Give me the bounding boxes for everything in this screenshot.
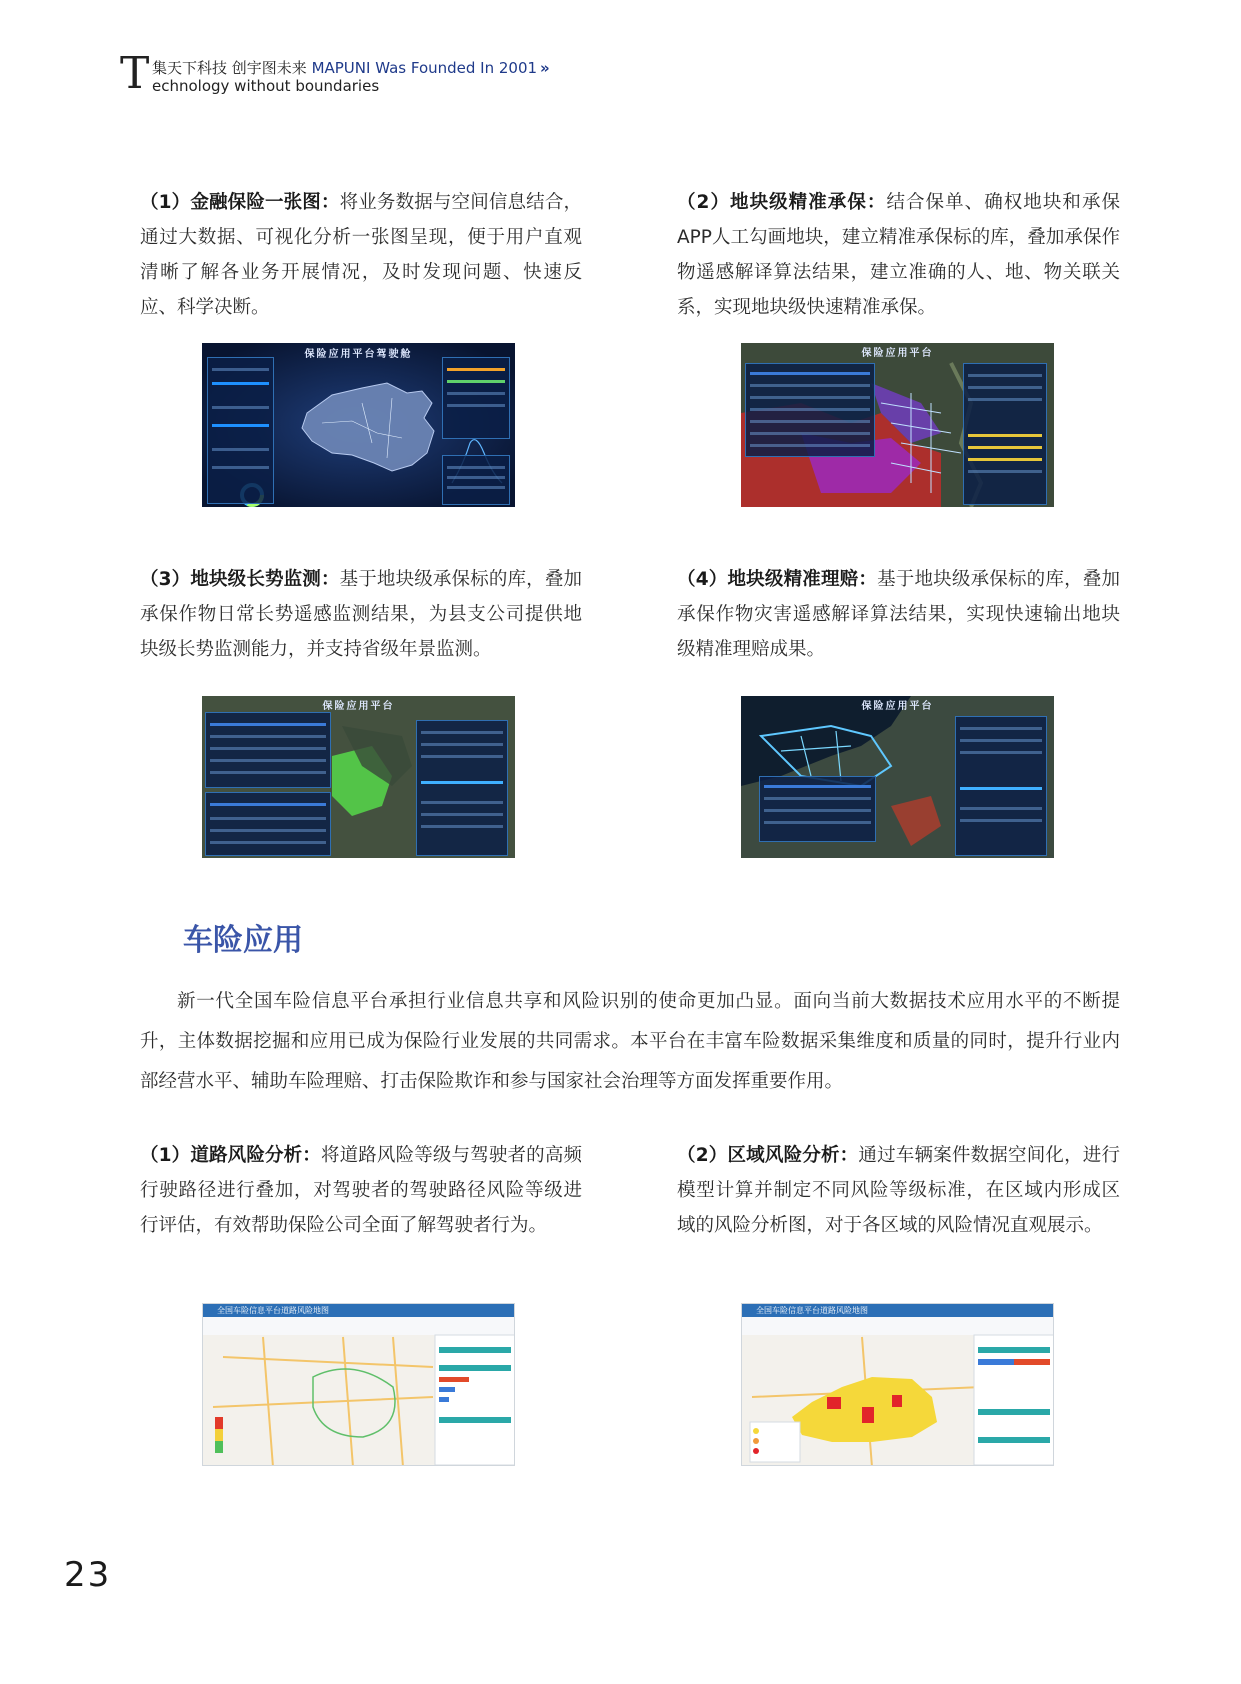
parcel-detail-panel	[963, 363, 1047, 505]
left-stat-panel	[207, 357, 274, 504]
area-risk-title: 全国车险信息平台道路风险地图	[756, 1306, 868, 1315]
finance-item-2	[677, 185, 1120, 325]
finance-item-4-title: （4）地块级精准理赔：	[677, 569, 878, 590]
finance-item-2-text: 结合保单、确权地块和承保APP人工勾画地块，建立精准承保标的库，叠加承保作物遥感解译算法结果，建立准确的人、地、物关联关系，实现地块级快速精准承保。	[677, 192, 1120, 318]
growth-detail-panel	[416, 720, 508, 856]
header-slogan-en: MAPUNI Was Founded In 2001	[311, 59, 538, 77]
road-risk-screenshot	[202, 1303, 515, 1466]
header-slogan-cn: 集天下科技 创宇图未来	[152, 59, 307, 77]
page-header	[120, 50, 680, 100]
double-chevron-icon: »	[540, 59, 550, 77]
growth-stats-panel	[205, 792, 331, 856]
finance-item-3	[140, 562, 582, 667]
growth-title: 保险应用平台	[322, 701, 395, 712]
claims-table-panel	[759, 776, 876, 842]
page-number: 23	[64, 1555, 112, 1595]
auto-item-2-text: 通过车辆案件数据空间化，进行模型计算并制定不同风险等级标准，在区域内形成区域的风险分析图，对于各区域的风险情况直观展示。	[677, 1145, 1120, 1236]
road-risk-title: 全国车险信息平台道路风险地图	[217, 1306, 329, 1315]
finance-item-3-text: 基于地块级承保标的库，叠加承保作物日常长势遥感监测结果，为县支公司提供地块级长势监测能力，并支持省级年景监测。	[140, 569, 582, 660]
finance-item-4-text: 基于地块级承保标的库，叠加承保作物灾害遥感解译算法结果，实现快速输出地块级精准理赔成果。	[677, 569, 1120, 660]
header-big-letter: T	[120, 48, 150, 99]
finance-item-1-title: （1）金融保险一张图：	[140, 192, 340, 213]
growth-table-panel	[205, 712, 331, 788]
road-risk-toolbar	[203, 1304, 514, 1317]
right-stat-panel	[442, 357, 510, 439]
finance-item-4	[677, 562, 1120, 667]
section-title-auto-insurance: 车险应用	[183, 923, 303, 958]
auto-item-1-text: 将道路风险等级与驾驶者的高频行驶路径进行叠加，对驾驶者的驾驶路径风险等级进行评估，有效帮助保险公司全面了解驾驶者行为。	[140, 1145, 582, 1236]
area-risk-screenshot	[741, 1303, 1054, 1466]
right-bottom-panel	[442, 455, 510, 505]
finance-item-1-text: 将业务数据与空间信息结合，通过大数据、可视化分析一张图呈现，便于用户直观清晰了解各业务开展情况，及时发现问题、快速反应、科学决断。	[140, 192, 582, 318]
finance-item-1	[140, 185, 582, 325]
auto-item-1-title: （1）道路风险分析：	[140, 1145, 321, 1166]
header-slogan	[152, 57, 550, 78]
underwriting-title: 保险应用平台	[861, 348, 934, 359]
finance-item-2-title: （2）地块级精准承保：	[677, 192, 887, 213]
policy-list-panel	[745, 363, 875, 457]
cockpit-dashboard-screenshot	[202, 343, 515, 507]
road-risk-map-graphic	[203, 1317, 515, 1466]
growth-monitoring-screenshot	[202, 696, 515, 858]
claims-screenshot	[741, 696, 1054, 858]
area-risk-map-graphic	[742, 1317, 1054, 1466]
cockpit-title: 保险应用平台驾驶舱	[304, 349, 413, 360]
auto-item-2-title: （2）区域风险分析：	[677, 1145, 859, 1166]
auto-item-1	[140, 1138, 582, 1243]
header-tagline: echnology without boundaries	[152, 77, 380, 95]
underwriting-screenshot	[741, 343, 1054, 507]
claims-detail-panel	[955, 716, 1047, 856]
auto-item-2	[677, 1138, 1120, 1243]
finance-item-3-title: （3）地块级长势监测：	[140, 569, 340, 590]
area-risk-toolbar	[742, 1304, 1053, 1317]
claims-title: 保险应用平台	[861, 701, 934, 712]
auto-intro-paragraph: 新一代全国车险信息平台承担行业信息共享和风险识别的使命更加凸显。面向当前大数据技术应用水平的不断提升，主体数据挖掘和应用已成为保险行业发展的共同需求。本平台在丰富车险数据采集维度和质量的同时，提升行业内部经营水平、辅助车险理赔、打击保险欺诈和参与国家社会治理等方面发挥重要作用。	[140, 991, 1120, 1092]
